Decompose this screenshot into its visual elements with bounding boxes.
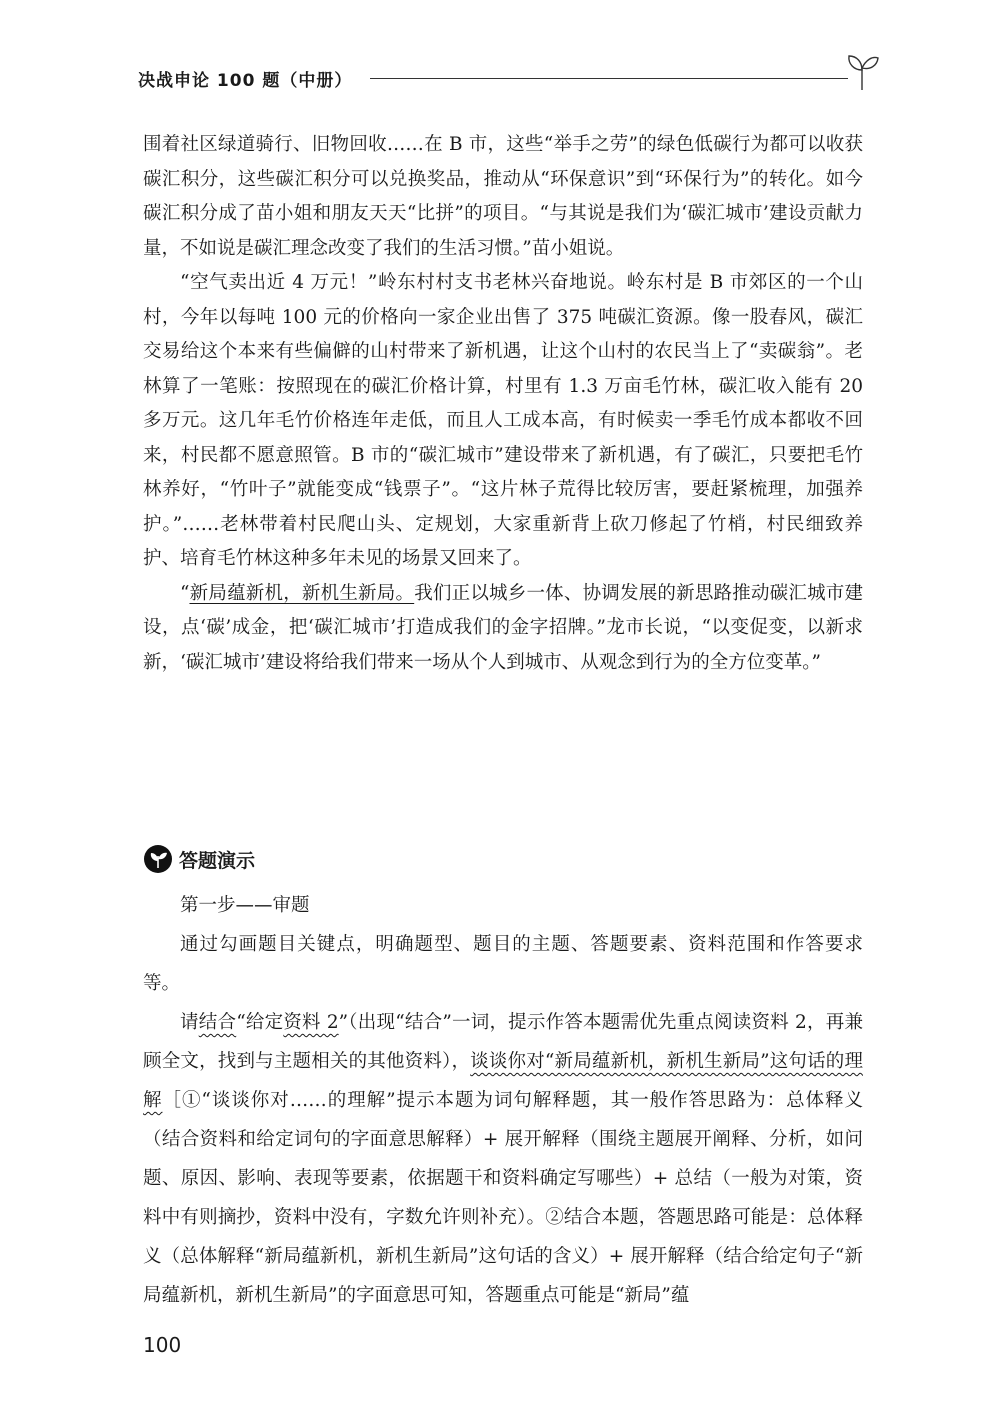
paragraph-1: 围着社区绿道骑行、旧物回收……在 B 市，这些“举手之劳”的绿色低碳行为都可以收获碳汇积分，这些碳汇积分可以兑换奖品，推动从“环保意识”到“环保行为”的转化。如今碳汇积分成了苗小姐和朋友天天“比拼”的项目。“与其说是我们为‘碳汇城市’建设贡献力量，不如说是碳汇理念改变了我们的生活习惯。”苗小姐说。	[143, 134, 863, 259]
quote-mark: “	[180, 582, 190, 604]
intro-paragraph: 通过勾画题目关键点，明确题型、题目的主题、答题要素、资料范围和作答要求等。	[143, 934, 863, 994]
text-run: 请	[180, 1012, 199, 1033]
wavy-keyword: 资料 2	[283, 1012, 339, 1033]
section-title: 答题演示	[179, 849, 256, 872]
wavy-keyword: 谈谈你对“新局蕴新机，新机生新局”这句话的理解	[143, 1051, 863, 1111]
page-number: 100	[143, 1333, 182, 1357]
underlined-quote: 新局蕴新机，新机生新局。	[189, 582, 415, 604]
leaf-icon	[143, 844, 173, 874]
text-run: ［①“谈谈你对……的理解”提示本题为词句解释题，其一般作答思路为：总体释义（结合资料和给定词句的字面意思解释）+ 展开解释（围绕主题展开阐释、分析，如问题、原因、影响、表现等要素，依据题干和资料确定写哪些）+ 总结（一般为对策，资料中有则摘抄，资料中没有，字数允许则补充）。②结合本题，答题思路可能是：总体释义（总体解释“新局蕴新机，新机生新局”这句话的含义）+ 展开解释（结合给定句子“新局蕴新机，新机生新局”的字面意思可知，答题重点可能是“新局”蕴	[143, 1090, 863, 1306]
paragraph-2: “空气卖出近 4 万元！”岭东村村支书老林兴奋地说。岭东村是 B 市郊区的一个山村，今年以每吨 100 元的价格向一家企业出售了 375 吨碳汇资源。像一股春风，碳汇交易给这个本来有些偏僻的山村带来了新机遇，让这个山村的农民当上了“卖碳翁”。老林算了一笔账：按照现在的碳汇价格计算，村里有 1.3 万亩毛竹林，碳汇收入能有 20 多万元。这几年毛竹价格连年走低，而且人工成本高，有时候卖一季毛竹成本都收不回来，村民都不愿意照管。B 市的“碳汇城市”建设带来了新机遇，有了碳汇，只要把毛竹林养好，“竹叶子”就能变成“钱票子”。“这片林子荒得比较厉害，要赶紧梳理，加强养护。”……老林带着村民爬山头、定规划，大家重新背上砍刀修起了竹梢，村民细致养护、培育毛竹林这种多年未见的场景又回来了。	[143, 272, 863, 569]
wavy-keyword: 结合	[198, 1012, 237, 1033]
sprout-icon	[844, 48, 880, 92]
question-analysis	[143, 1003, 863, 1315]
page-header	[138, 56, 878, 96]
section-heading	[143, 843, 255, 875]
text-run: “给定	[236, 1012, 284, 1033]
text-run: ”（出现“结合”一词，提示作答本题需优先重点阅读资料 2，再兼顾全文，找到与主题相关的其他资料），	[143, 1012, 863, 1072]
header-rule	[370, 78, 848, 79]
article-body	[143, 128, 863, 680]
book-title: 决战申论 100 题（中册）	[138, 71, 353, 91]
paragraph-3-rest: 我们正以城乡一体、协调发展的新思路推动碳汇城市建设，点‘碳’成金，把‘碳汇城市’打造成我们的金字招牌。”龙市长说，“以变促变，以新求新，‘碳汇城市’建设将给我们带来一场从个人到城市、从观念到行为的全方位变革。”	[143, 582, 863, 673]
step-title: 第一步——审题	[180, 895, 310, 916]
answer-demo-body	[143, 886, 863, 1315]
paragraph-3	[143, 577, 863, 681]
